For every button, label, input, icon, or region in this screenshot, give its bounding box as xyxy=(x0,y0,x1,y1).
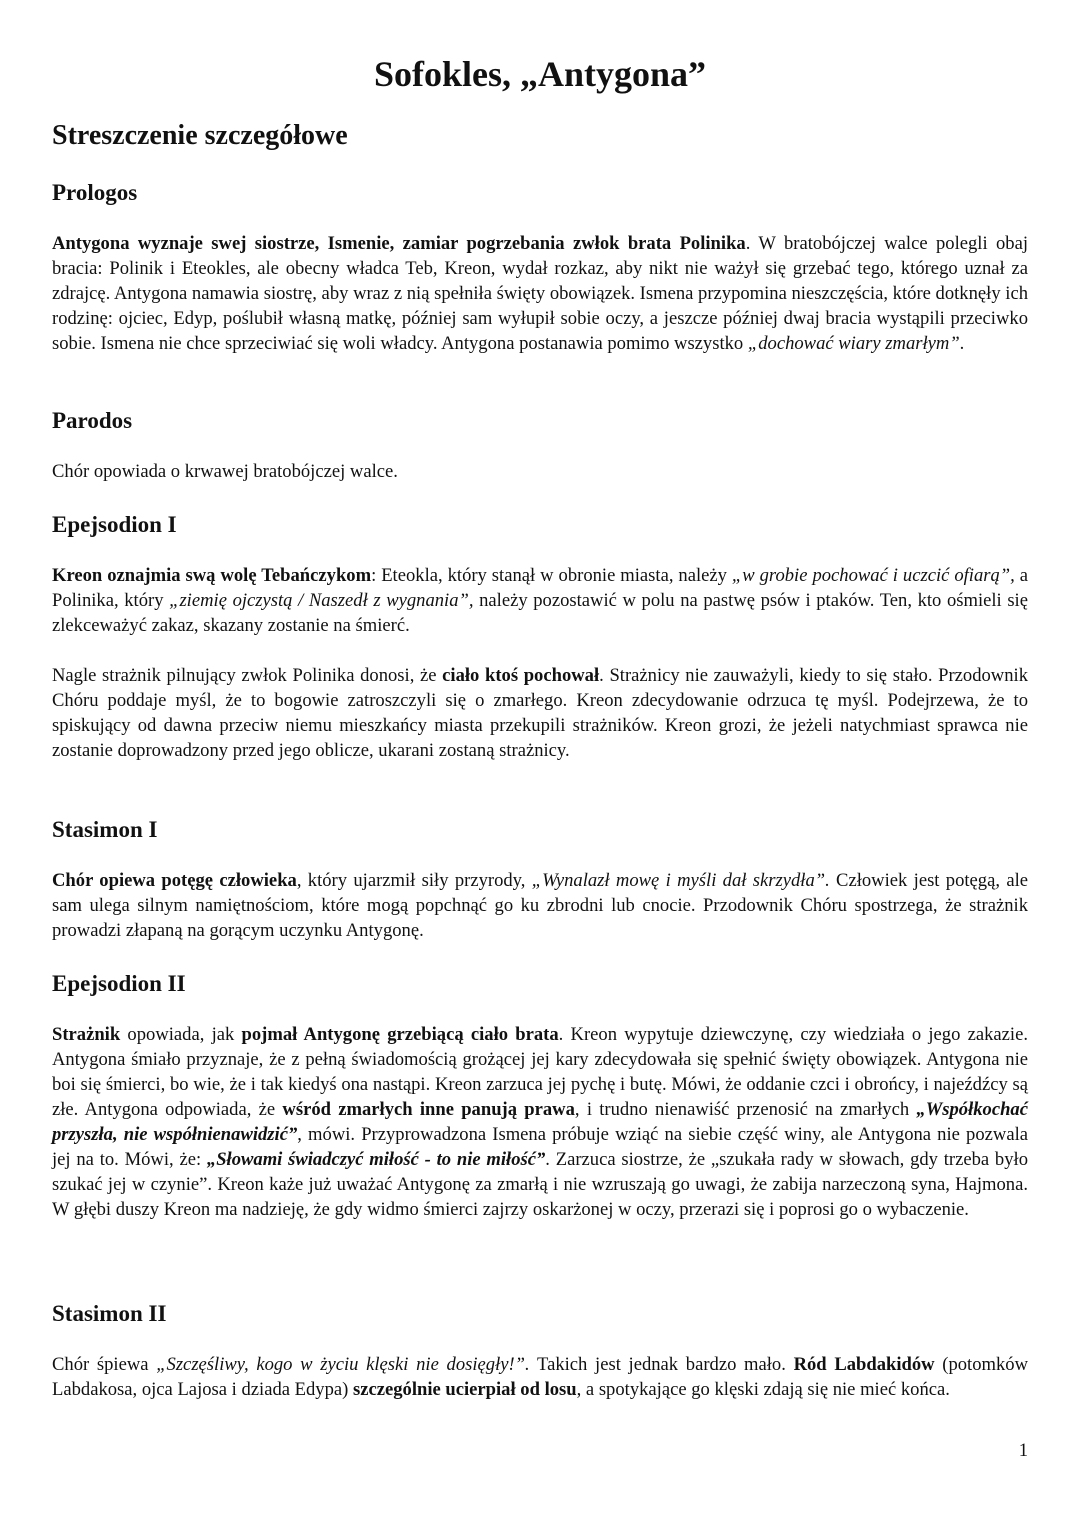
text: . Strażnicy nie zauważyli, kiedy to się stało. Przodownik Chóru poddaje myśl, że to bogowie zatroszczyli się o zmarłego. Kreon zdecydowanie odrzuca tę myśl. Podejrzewa, że to spiskujący od dawna przeciw niemu mieszkańcy miasta przekupili strażników. Kreon grozi, że jeżeli natychmiast sprawca nie zostanie doprowadzony przed jego oblicze, ukarani zostaną strażnicy. xyxy=(52,665,1028,761)
quote-italic: „Wynalazł mowę i myśli dał skrzydła”. xyxy=(531,870,830,891)
text: Człowiek jest potęgą, ale sam ulega silnym namiętnościom, które mogą popchnąć go ku zbrodni lub cnocie. Przodownik Chóru spostrzega, że strażnik prowadzi złapaną na gorącym uczynku Antygonę. xyxy=(52,870,1029,941)
text: : Eteokla, który stanął w obronie miasta, należy xyxy=(371,565,732,586)
section-parodos xyxy=(52,406,1028,484)
text: Chór śpiewa xyxy=(52,1354,157,1375)
bold-text: wśród zmarłych inne panują prawa xyxy=(282,1099,575,1120)
page-number: 1 xyxy=(1018,1440,1028,1461)
quote-italic: „w grobie pochować i uczcić ofiarą”, xyxy=(731,565,1015,586)
bold-text: Chór opiewa potęgę człowieka xyxy=(52,870,297,891)
text: , mówi. Przyprowadzona Ismena próbuje wziąć na siebie część winy, ale Antygona nie pozwala jej na to. Mówi, że: xyxy=(52,1124,1028,1170)
section-paragraph xyxy=(52,868,1028,943)
text: , a spotykające go klęski zdają się nie mieć końca. xyxy=(576,1379,950,1400)
quote-italic: „Szczęśliwy, kogo w życiu klęski nie dosięgły!”. xyxy=(156,1354,530,1375)
section-heading: Stasimon I xyxy=(52,817,158,842)
quote-bold-italic-inner: „Współkochać przyszła, nie współnienawidzić” xyxy=(52,1099,1028,1145)
section-heading: Stasimon II xyxy=(52,1301,167,1326)
quote-italic: „dochować wiary zmarłym” xyxy=(747,333,960,354)
text: . Zarzuca siostrze, że „szukała rady w słowach, gdy trzeba było szukać jej w czynie”. Kreon każe już uważać Antygonę za zmarłą i nie wzruszają go uwagi, że zabija narzeczoną syna, Hajmona. W głębi duszy Kreon ma nadzieję, że gdy widmo śmierci zajrzy oskarżonej w oczy, przerazi się i poprosi go o wybaczenie. xyxy=(52,1149,1028,1220)
section-epejsodion-2 xyxy=(52,969,1028,1222)
bold-text: pojmał Antygonę grzebiącą ciało brata xyxy=(241,1024,559,1045)
quote-bold-italic xyxy=(207,1149,545,1170)
section-paragraph xyxy=(52,231,1028,356)
text: . W bratobójczej walce polegli obaj bracia: Polinik i Eteokles, ale obecny władca Teb, Kreon, wydał rozkaz, aby nikt nie ważył się grzebać tego, którego uznał za zdrajcę. Antygona namawia siostrę, aby wraz z nią spełniła święty obowiązek. Ismena przypomina nieszczęścia, które dotknęły ich rodzinę: ojciec, Edyp, poślubił własną matkę, później sam wyłupił sobie oczy, a jeszcze później dwaj bracia wystąpili przeciwko sobie. Ismena nie chce sprzeciwiać się woli władcy. Antygona postanawia pomimo wszystko xyxy=(52,233,1028,354)
text: Takich jest jednak bardzo mało. xyxy=(529,1354,794,1375)
bold-text: Ród Labdakidów xyxy=(793,1354,935,1375)
bold-text: Kreon oznajmia swą wolę Tebańczykom xyxy=(52,565,372,586)
section-stasimon-1 xyxy=(52,815,1028,943)
section-heading: Epejsodion I xyxy=(52,512,177,537)
section-heading: Parodos xyxy=(52,408,133,433)
text: Nagle strażnik pilnujący zwłok Polinika donosi, że xyxy=(52,665,443,686)
bold-text: Strażnik xyxy=(52,1024,121,1045)
text: , i trudno nienawiść przenosić na zmarłych xyxy=(574,1099,917,1120)
text: . Kreon wypytuje dziewczynę, czy wiedziała o jego zakazie. Antygona śmiało przyznaje, że z pełną świadomością grożącej jej kary zdecydowała się spełnić święty obowiązek. Antygona nie boi się śmierci, bo wie, że i tak kiedyś ona nastąpi. Kreon zarzuca jej pychę i butę. Mówi, że oddanie czci i obrońcy, i najeźdźcy są złe. Antygona odpowiada, że xyxy=(52,1024,1028,1120)
bold-text: szczególnie ucierpiał od losu xyxy=(353,1379,577,1400)
section-heading: Epejsodion II xyxy=(52,971,186,996)
section-paragraph xyxy=(52,1352,1028,1402)
text: opowiada, jak xyxy=(120,1024,242,1045)
section-heading: Prologos xyxy=(52,180,138,205)
section-paragraph: Chór opowiada o krwawej bratobójczej walce. xyxy=(52,461,398,482)
section-paragraph xyxy=(52,663,1028,763)
bold-text: ciało ktoś pochował xyxy=(442,665,600,686)
text: (potomków Labdakosa, ojca Lajosa i dziada Edypa) xyxy=(52,1354,1028,1400)
text: a Polinika, który xyxy=(52,565,1029,611)
section-paragraph xyxy=(52,563,1028,638)
quote-bold-italic-inner: „Słowami świadczyć miłość - to nie miłość” xyxy=(206,1149,546,1170)
section-prologos xyxy=(52,178,1028,356)
text: . xyxy=(959,333,965,354)
text: , który ujarzmił siły przyrody, xyxy=(296,870,532,891)
bold-text: Antygona wyznaje swej siostrze, Ismenie, zamiar pogrzebania zwłok brata Polinika xyxy=(52,233,746,254)
document-title: Sofokles, „Antygona” xyxy=(373,54,707,94)
section-stasimon-2 xyxy=(52,1299,1028,1402)
section-epejsodion-1 xyxy=(52,510,1028,763)
text: należy pozostawić w polu na pastwę psów i ptaków. Ten, kto ośmieli się zlekceważyć zakaz, skazany zostanie na śmierć. xyxy=(52,590,1028,636)
quote-italic: „ziemię ojczystą / Naszedł z wygnania”, xyxy=(169,590,474,611)
section-paragraph xyxy=(52,1022,1028,1222)
document-subtitle: Streszczenie szczegółowe xyxy=(52,120,348,151)
